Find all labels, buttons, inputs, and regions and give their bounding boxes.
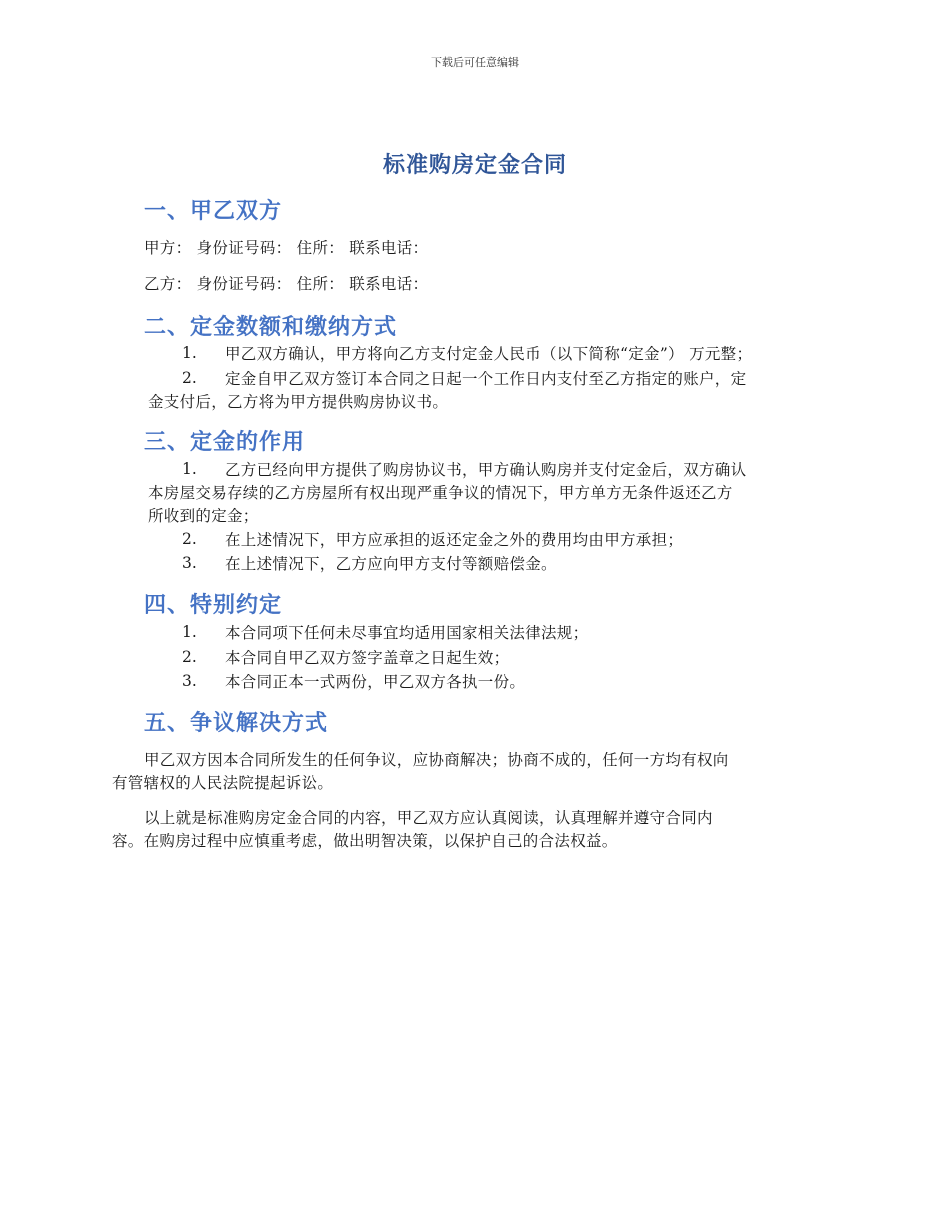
list-number: 2.	[182, 648, 197, 666]
section-heading-special-terms: 四、特别约定	[144, 593, 283, 618]
list-item-continuation: 所收到的定金；	[148, 507, 259, 525]
list-item: 本合同正本一式两份，甲乙双方各执一份。	[225, 673, 526, 691]
list-number: 1.	[182, 623, 197, 641]
header-note: 下载后可任意编辑	[431, 56, 519, 69]
list-item: 定金自甲乙双方签订本合同之日起一个工作日内支付至乙方指定的账户，定	[225, 370, 747, 388]
closing-paragraph-line: 以上就是标准购房定金合同的内容，甲乙双方应认真阅读，认真理解并遵守合同内	[144, 809, 713, 827]
list-item: 本合同项下任何未尽事宜均适用国家相关法律法规；	[225, 624, 589, 642]
list-item: 在上述情况下，乙方应向甲方支付等额赔偿金。	[225, 555, 557, 573]
party-b-line: 乙方： 身份证号码： 住所： 联系电话：	[144, 275, 429, 293]
closing-paragraph-line: 容。在购房过程中应慎重考虑，做出明智决策，以保护自己的合法权益。	[112, 832, 618, 850]
list-number: 1.	[182, 344, 197, 362]
list-item-continuation: 金支付后，乙方将为甲方提供购房协议书。	[148, 393, 449, 411]
section-heading-deposit-role: 三、定金的作用	[144, 430, 306, 455]
document-title: 标准购房定金合同	[382, 153, 567, 178]
list-item: 在上述情况下，甲方应承担的返还定金之外的费用均由甲方承担；	[225, 531, 684, 549]
list-item: 本合同自甲乙双方签字盖章之日起生效；	[225, 649, 510, 667]
party-a-line: 甲方： 身份证号码： 住所： 联系电话：	[144, 239, 429, 257]
section-heading-deposit-amount: 二、定金数额和缴纳方式	[144, 315, 398, 340]
section-heading-dispute-resolution: 五、争议解决方式	[144, 711, 329, 736]
dispute-paragraph-line: 有管辖权的人民法院提起诉讼。	[112, 774, 334, 792]
list-number: 2.	[182, 530, 197, 548]
list-number: 3.	[182, 672, 197, 690]
list-item: 乙方已经向甲方提供了购房协议书，甲方确认购房并支付定金后，双方确认	[225, 461, 747, 479]
list-number: 2.	[182, 369, 197, 387]
dispute-paragraph-line: 甲乙双方因本合同所发生的任何争议，应协商解决；协商不成的，任何一方均有权向	[144, 751, 729, 769]
list-item-continuation: 本房屋交易存续的乙方房屋所有权出现严重争议的情况下，甲方单方无条件返还乙方	[148, 484, 733, 502]
list-number: 1.	[182, 460, 197, 478]
section-heading-parties: 一、甲乙双方	[144, 199, 283, 224]
list-item: 甲乙双方确认，甲方将向乙方支付定金人民币（以下简称“定金”） 万元整；	[225, 345, 753, 363]
list-number: 3.	[182, 554, 197, 572]
